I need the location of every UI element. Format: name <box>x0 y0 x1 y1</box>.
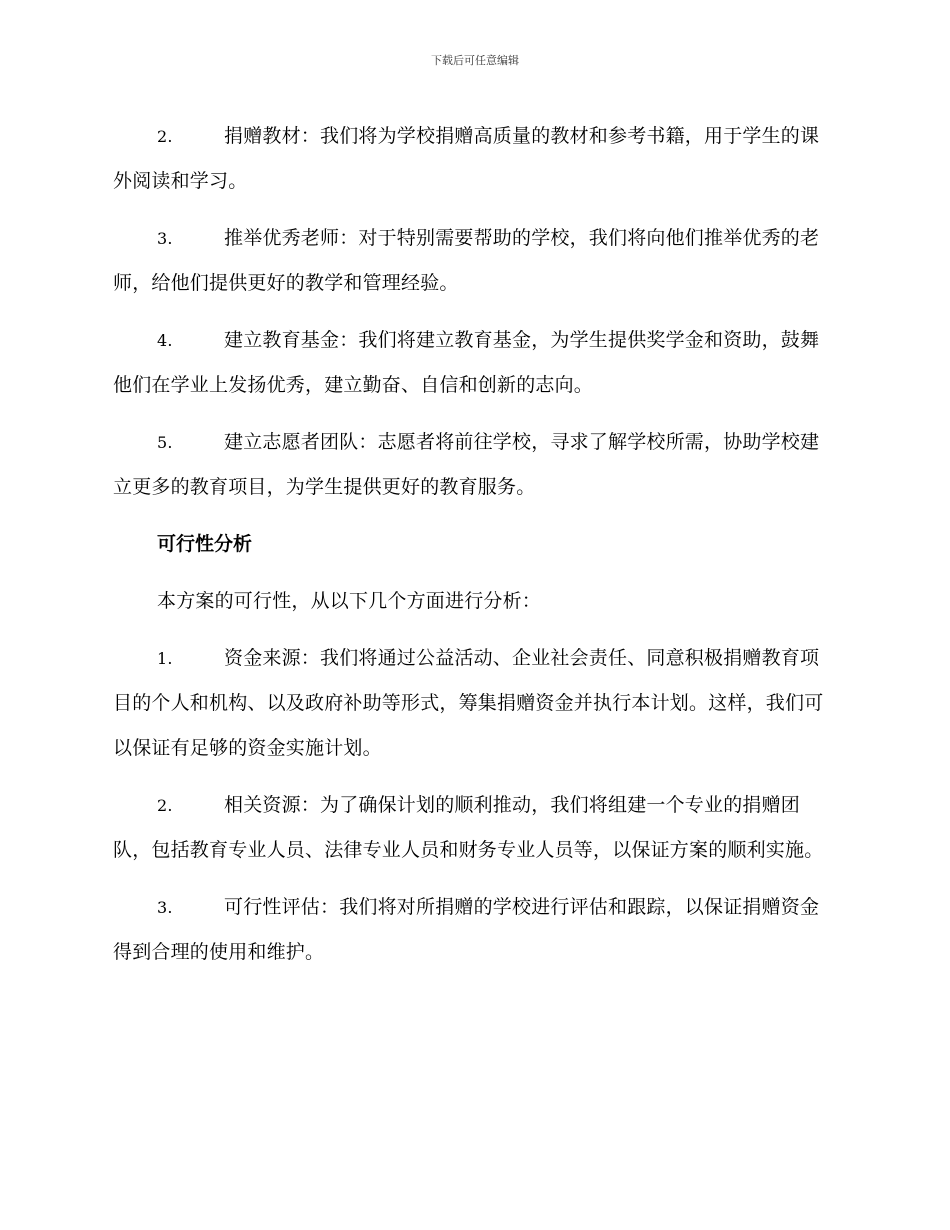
list-item <box>113 636 835 771</box>
list-text: 建立志愿者团队：志愿者将前往学校，寻求了解学校所需，协助学校建立更多的教育项目，为学生提供更好的教育服务。 <box>113 431 820 498</box>
list-text: 相关资源：为了确保计划的顺利推动，我们将组建一个专业的捐赠团队，包括教育专业人员、法律专业人员和财务专业人员等，以保证方案的顺利实施。 <box>113 794 824 861</box>
list-item <box>113 420 835 510</box>
list-text: 捐赠教材：我们将为学校捐赠高质量的教材和参考书籍，用于学生的课外阅读和学习。 <box>113 125 820 192</box>
list-number: 3. <box>157 229 173 248</box>
section-intro: 本方案的可行性，从以下几个方面进行分析： <box>157 590 542 612</box>
list-item <box>113 318 835 408</box>
list-number: 2. <box>157 796 173 815</box>
list-text: 推举优秀老师：对于特别需要帮助的学校，我们将向他们推举优秀的老师，给他们提供更好的教学和管理经验。 <box>113 227 820 294</box>
list-text: 建立教育基金：我们将建立教育基金，为学生提供奖学金和资助，鼓舞他们在学业上发扬优秀，建立勤奋、自信和创新的志向。 <box>113 329 820 396</box>
list-item <box>113 783 835 873</box>
list-item <box>113 216 835 306</box>
list-number: 2. <box>157 127 173 146</box>
list-text: 可行性评估：我们将对所捐赠的学校进行评估和跟踪，以保证捐赠资金得到合理的使用和维护。 <box>113 896 820 963</box>
list-text: 资金来源：我们将通过公益活动、企业社会责任、同意积极捐赠教育项目的个人和机构、以及政府补助等形式，筹集捐赠资金并执行本计划。这样，我们可以保证有足够的资金实施计划。 <box>113 647 824 759</box>
document-body <box>113 114 835 987</box>
list-item <box>113 885 835 975</box>
page-header: 下载后可任意编辑 <box>431 54 519 67</box>
list-number: 4. <box>157 331 173 350</box>
list-item <box>113 114 835 204</box>
list-number: 1. <box>157 649 173 668</box>
section-heading: 可行性分析 <box>157 533 253 555</box>
list-number: 5. <box>157 433 173 452</box>
list-number: 3. <box>157 898 173 917</box>
